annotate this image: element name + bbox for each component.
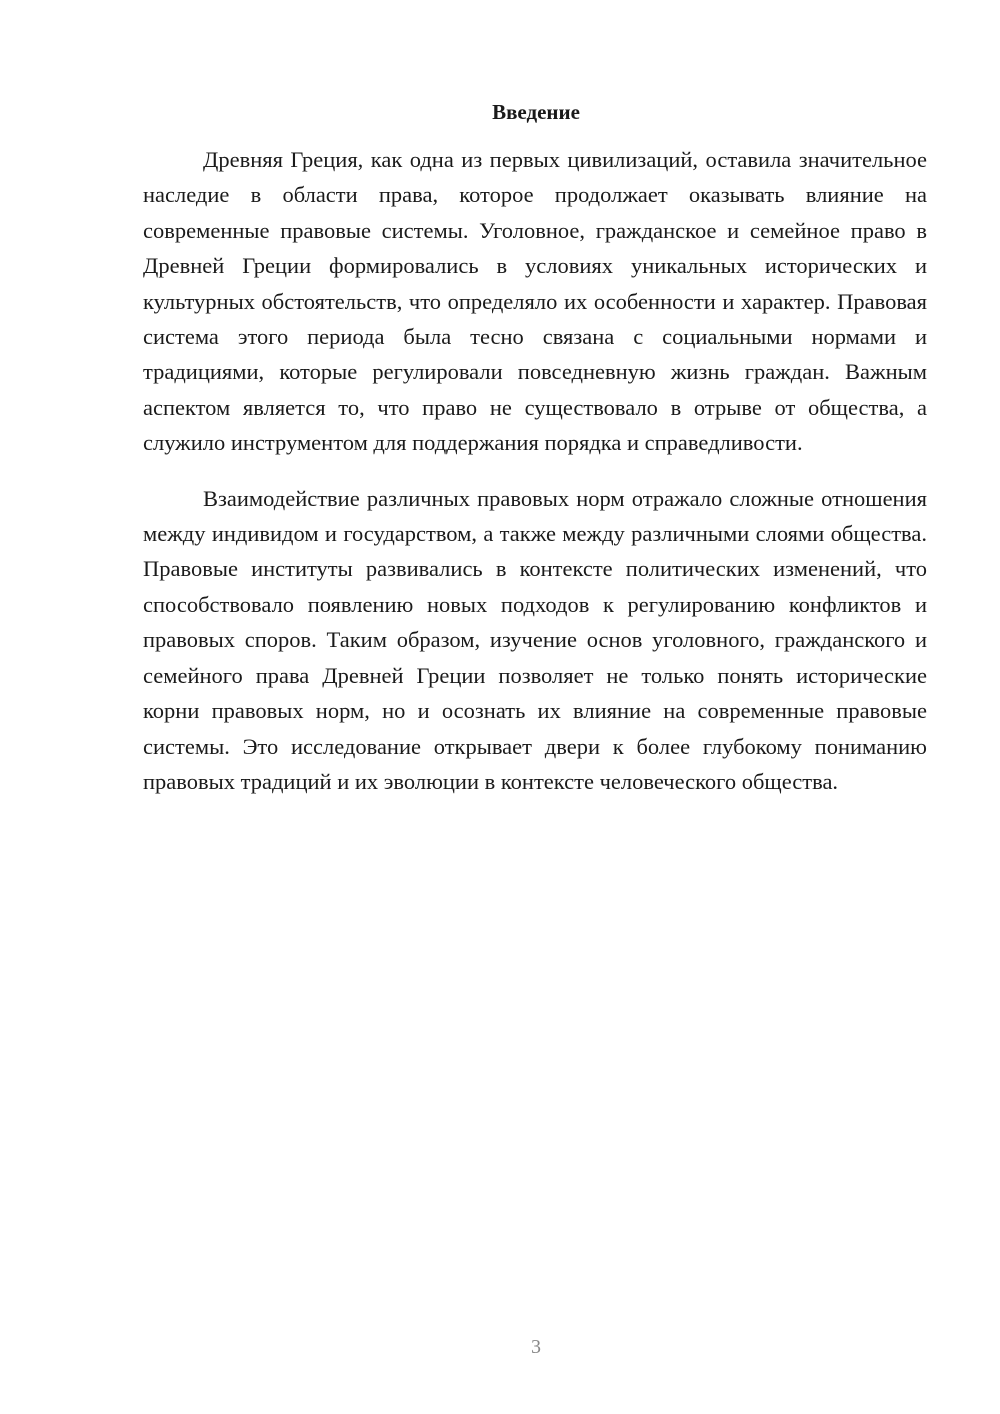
paragraph-2: Взаимодействие различных правовых норм отражало сложные отношения между индивидом и государством, а также между различными слоями общества. Правовые институты развивались в контексте политических изменений, что способствовало появлению новых подходов к регулированию конфликтов и правовых споров. Таким образом, изучение основ уголовного, гражданского и семейного права Древней Греции позволяет не только понять исторические корни правовых норм, но и осознать их влияние на современные правовые системы. Это исследование открывает двери к более глубокому пониманию правовых традиций и их эволюции в контексте человеческого общества.: [143, 485, 927, 794]
body-text: [143, 142, 927, 819]
paragraph-1: Древняя Греция, как одна из первых цивилизаций, оставила значительное наследие в области права, которое продолжает оказывать влияние на современные правовые системы. Уголовное, гражданское и семейное право в Древней Греции формировались в условиях уникальных исторических и культурных обстоятельств, что определяло их особенности и характер. Правовая система этого периода была тесно связана с социальными нормами и традициями, которые регулировали повседневную жизнь граждан. Важным аспектом является то, что право не существовало в отрыве от общества, а служило инструментом для поддержания порядка и справедливости.: [143, 147, 927, 456]
page-title: Введение: [492, 100, 580, 124]
page-number: 3: [531, 1336, 541, 1358]
